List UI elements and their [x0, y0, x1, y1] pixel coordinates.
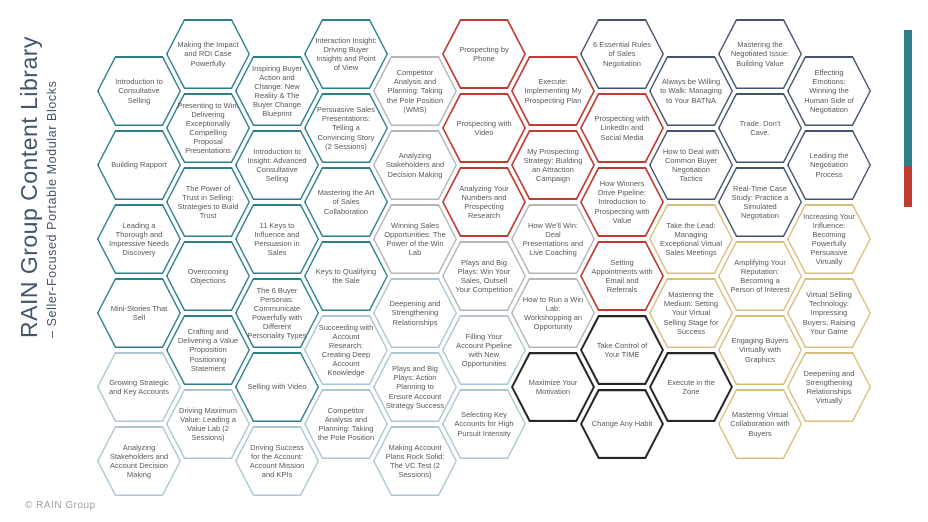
hex-label: Succeeding with Account Research: Creating Deep Account Knowledge — [318, 322, 374, 378]
hex-label: Driving Success for the Account: Account Mission and KPIs — [249, 442, 305, 480]
hex-label: Introduction to Consultative Selling — [115, 77, 163, 105]
hex-label: The 6 Buyer Personas: Communicate Powerfully with Different Personality Types — [247, 285, 307, 341]
hex-block — [787, 204, 871, 274]
hex-label: Winning Sales Opportunities: The Power of the Win Lab — [384, 220, 446, 258]
hex-label: Leading the Negotiation Process — [809, 151, 849, 179]
hex-label: Overcoming Objections — [187, 266, 229, 285]
hex-label: How to Run a Win Lab: Workshopping an Opportunity — [522, 294, 584, 332]
hex-label: My Prospecting Strategy: Building an Attraction Campaign — [523, 146, 583, 184]
hex-label: 11 Keys to Influence and Persuasion in Sales — [254, 220, 300, 258]
hex-label: Selling with Video — [247, 382, 307, 392]
hex-label: Plays and Big Plays: Action Planning to Ensure Account Strategy Success — [385, 364, 445, 410]
hex-block — [787, 130, 871, 200]
hex-label: Persuasive Sales Presentations: Telling a Convincing Story (2 Sessions) — [317, 105, 375, 151]
hex-label: Mastering Virtual Collaboration with Buyers — [730, 410, 790, 438]
hex-label: Prospecting by Phone — [459, 44, 509, 63]
hex-label: Plays and Big Plays: Win Your Sales, Outsell Your Competition — [455, 257, 513, 295]
hex-label: Trade. Don't Cave. — [739, 118, 781, 137]
hex-label: Making the Impact and ROI Case Powerfully — [177, 40, 239, 68]
hex-label: Always be Willing to Walk: Managing to Your BATNA — [660, 77, 722, 105]
hex-label: Presenting to Win: Delivering Exceptionally Compelling Proposal Presentations — [177, 100, 239, 156]
hex-label: Execute in the Zone — [667, 377, 715, 396]
hex-label: Effecting Emotions: Winning the Human Side of Negotiation — [804, 68, 854, 114]
hex-label: Mastering the Medium: Setting Your Virtual Selling Stage for Success — [663, 290, 719, 336]
hex-label: Analyzing Stakeholders and Account Decision Making — [109, 442, 169, 480]
hex-label: Deepening and Strengthening Relationships — [389, 299, 441, 327]
hex-label: Selecting Key Accounts for High Pursuit Intensity — [454, 410, 514, 438]
hex-label: Keys to Qualifying the Sale — [315, 266, 377, 285]
hex-label: Amplifying Your Reputation: Becoming a Person of Interest — [730, 257, 790, 295]
hex-label: Interaction Insight: Driving Buyer Insights and Point of View — [315, 35, 377, 73]
hex-label: Execute: Implementing My Prospecting Plan — [524, 77, 582, 105]
page-title-block — [16, 8, 59, 338]
hex-label: Competitor Analysis and Planning: Taking the Pole Position — [317, 405, 375, 443]
hex-label: Mastering the Negotiated Issue: Building Value — [730, 40, 790, 68]
hex-label: Real-Time Case Study: Practice a Simulated Negotiation — [731, 183, 789, 221]
hex-label: Increasing Your Influence: Becoming Powerfully Persuasive Virtually — [803, 211, 855, 267]
hex-label: Growing Strategic and Key Accounts — [108, 377, 170, 396]
hex-label: Filling Your Account Pipeline with New Opportunities — [456, 331, 512, 369]
hex-label: Mastering the Art of Sales Collaboration — [317, 188, 375, 216]
copyright-label: © RAIN Group — [25, 500, 96, 511]
hex-block — [787, 352, 871, 422]
hex-label: Analyzing Your Numbers and Prospecting Research — [459, 183, 509, 221]
hex-label: Competitor Analysis and Planning: Taking the Pole Position (WMS) — [386, 68, 444, 114]
hex-label: Prospecting with LinkedIn and Social Media — [594, 114, 650, 142]
legend-bar-teal-segment — [904, 30, 912, 166]
legend-bar — [904, 30, 912, 207]
page-subtitle: – Seller-Focused Portable Modular Blocks — [45, 80, 59, 338]
hex-label: Maximize Your Motivation — [528, 377, 578, 396]
hex-block — [787, 278, 871, 348]
hex-label: Take Control of Your TIME — [596, 340, 648, 359]
hex-label: How We'll Win: Deal Presentations and Live Coaching — [522, 220, 584, 258]
hex-label: Building Rapport — [111, 160, 167, 170]
legend-bar-red-segment — [904, 166, 912, 207]
hex-label: Change Any Habit — [591, 419, 653, 429]
hex-label: Crafting and Delivering a Value Proposition Positioning Statement — [177, 327, 239, 373]
hex-label: Virtual Selling Technology: Impressing Buyers, Raising Your Game — [802, 290, 856, 336]
hex-label: Making Account Plans Rock Solid: The VC Test (2 Sessions) — [385, 442, 445, 480]
hex-label: Leading a Thorough and Impressive Needs Discovery — [108, 220, 170, 258]
hex-label: Deepening and Strengthening Relationships Virtually — [803, 368, 855, 406]
hex-label: Engaging Buyers Virtually with Graphics — [731, 336, 789, 364]
hex-label: Introduction to Insight: Advanced Consultative Selling — [247, 146, 307, 184]
hex-label: How Winners Drive Pipeline: Introduction to Prospecting with Value — [594, 179, 650, 225]
hex-label: How to Deal with Common Buyer Negotiation Tactics — [662, 146, 720, 184]
page-title: RAIN Group Content Library — [16, 36, 42, 338]
hex-label: Inspiring Buyer Action and Change: New Reality & The Buyer Change Blueprint — [251, 63, 303, 119]
hex-label: Prospecting with Video — [456, 118, 512, 137]
hex-label: Setting Appointments with Email and Referrals — [591, 257, 653, 295]
hex-label: Take the Lead: Managing Exceptional Virtual Sales Meetings — [660, 220, 722, 258]
hex-label: Analyzing Stakeholders and Decision Making — [385, 151, 445, 179]
hex-label: Mini-Stories That Sell — [110, 303, 168, 322]
hex-block — [787, 56, 871, 126]
hex-label: Driving Maximum Value: Leading a Value Lab (2 Sessions) — [179, 405, 237, 443]
hex-label: 6 Essential Rules of Sales Negotiation — [593, 40, 651, 68]
hex-label: The Power of Trust in Selling: Strategies to Build Trust — [177, 183, 239, 221]
